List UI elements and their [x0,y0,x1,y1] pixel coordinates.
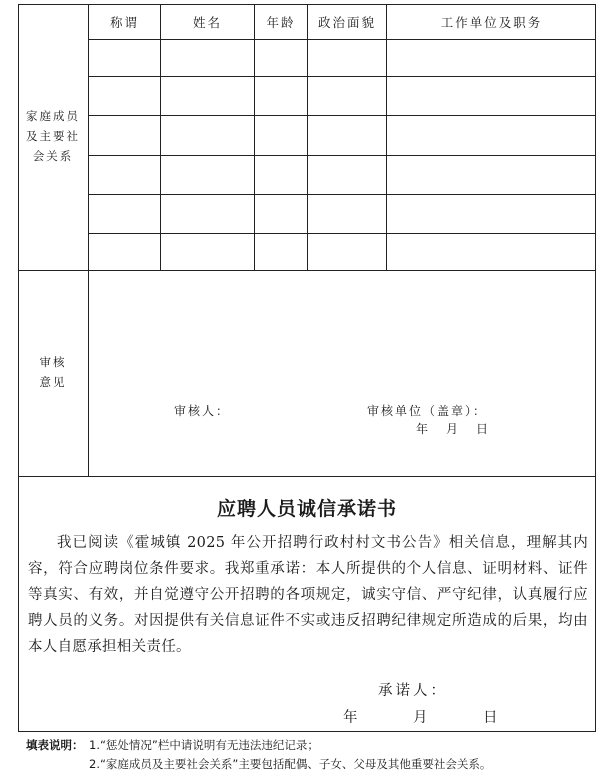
cell-political-status[interactable] [308,156,386,194]
cell-age[interactable] [255,77,307,115]
cell-age[interactable] [255,234,307,270]
column-header-title: 称谓 [109,15,139,30]
cell-name[interactable] [161,195,254,233]
cell-name[interactable] [161,116,254,155]
cell-political-status[interactable] [308,195,386,233]
cell-employer-position[interactable] [387,77,596,115]
family-side-label-line: 及主要社 [26,129,80,143]
cell-political-status[interactable] [308,77,386,115]
section-divider [18,476,596,477]
cell-age[interactable] [255,116,307,155]
cell-employer-position[interactable] [387,40,596,76]
cell-political-status[interactable] [308,40,386,76]
cell-title[interactable] [89,195,160,233]
cell-employer-position[interactable] [387,234,596,270]
note-item: 2.“家庭成员及主要社会关系”主要包括配偶、子女、父母及其他重要社会关系。 [89,757,492,771]
column-header-age: 年龄 [266,15,296,30]
family-side-label [18,106,88,166]
cell-name[interactable] [161,234,254,270]
cell-name[interactable] [161,156,254,194]
cell-title[interactable] [89,234,160,270]
reviewer-label: 审核人： [174,404,231,418]
cell-employer-position[interactable] [387,116,596,155]
cell-employer-position[interactable] [387,156,596,194]
family-side-label-line: 家庭成员 [26,109,80,123]
review-side-label-line: 审核 [39,355,67,369]
review-side-label-line: 意见 [39,375,67,389]
review-side-label [18,352,88,392]
cell-title[interactable] [89,77,160,115]
cell-name[interactable] [161,77,254,115]
column-header-name: 姓名 [192,15,222,30]
pledge-date-label: 年 月 日 [343,710,501,726]
cell-name[interactable] [161,40,254,76]
review-unit-label: 审核单位（盖章）： [367,404,488,418]
review-date-label: 年 月 日 [416,422,492,436]
pledge-title: 应聘人员诚信承诺书 [216,498,397,520]
column-header-political-status: 政治面貌 [317,15,376,30]
pledge-body: 我已阅读《霍城镇 2025 年公开招聘行政村村文书公告》相关信息，理解其内容，符合应聘岗位条件要求。我郑重承诺：本人所提供的个人信息、证明材料、证件等真实、有效，并自觉遵守公开招聘的各项规定，诚实守信、严守纪律，认真履行应聘人员的义务。对因提供有关信息证件不实或违反招聘纪律规定所造成的后果，均由本人自愿承担相关责任。 [28,535,588,655]
cell-title[interactable] [89,116,160,155]
cell-political-status[interactable] [308,234,386,270]
column-header-employer-position: 工作单位及职务 [440,15,543,30]
family-side-label-line: 会关系 [32,149,74,163]
pledge-signer-label: 承诺人： [378,683,448,699]
cell-age[interactable] [255,40,307,76]
cell-age[interactable] [255,156,307,194]
cell-employer-position[interactable] [387,195,596,233]
cell-age[interactable] [255,195,307,233]
cell-title[interactable] [89,156,160,194]
notes-lead: 填表说明： [26,738,84,752]
note-item: 1.“惩处情况”栏中请说明有无违法违纪记录； [89,738,319,752]
cell-political-status[interactable] [308,116,386,155]
review-opinion-area[interactable] [89,271,596,391]
cell-title[interactable] [89,40,160,76]
